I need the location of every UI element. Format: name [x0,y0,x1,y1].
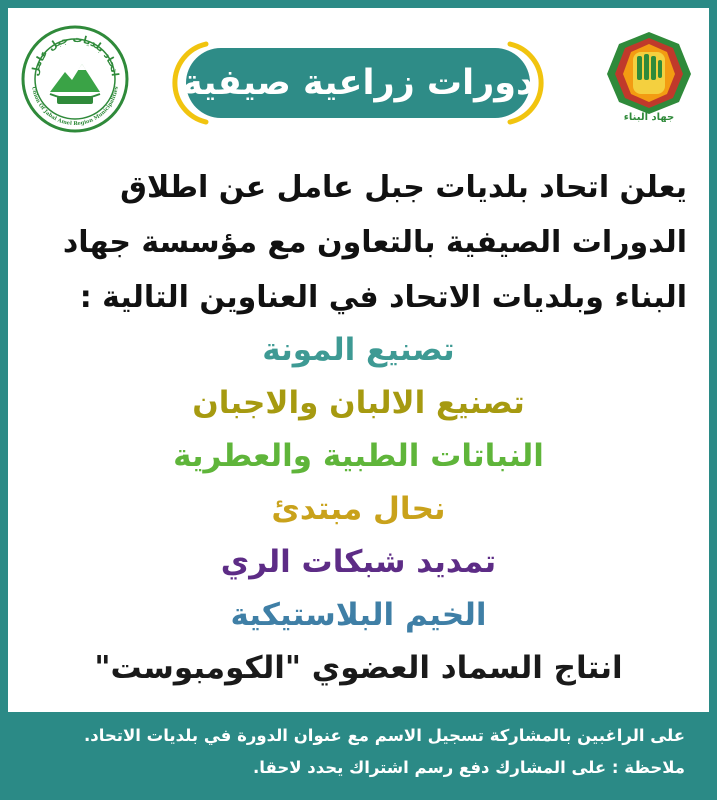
course-item: انتاج السماد العضوي "الكومبوست" [94,650,623,686]
footer-registration-note: على الراغبين بالمشاركة تسجيل الاسم مع عنوان الدورة في بلديات الاتحاد. [83,726,685,745]
title-banner [158,36,558,130]
intro-line-1: يعلن اتحاد بلديات جبل عامل عن اطلاق [120,170,687,205]
course-item: تمديد شبكات الري [220,544,497,580]
logo-left-english-text: Union Of Jabal Amel Region Municipalities [30,85,120,128]
footer-note [0,712,717,800]
course-item: تصنيع الالبان والاجبان [192,385,525,421]
page-title: دورات زراعية صيفية [182,63,534,103]
course-item: الخيم البلاستيكية [230,597,487,633]
logo-right-text: جهاد البناء [623,112,675,122]
course-item: نحال مبتدئ [271,491,446,527]
logo-left-arabic-text: اتحاد بلديات جبل عامل [29,33,120,78]
footer-fee-note: ملاحظة : على المشارك دفع رسم اشتراك يحدد لاحقا. [253,758,685,777]
courses-list [0,324,717,695]
announcement-text [27,160,687,325]
course-item: تصنيع المونة [262,332,455,368]
intro-line-2: الدورات الصيفية بالتعاون مع مؤسسة جهاد [62,225,687,260]
intro-line-3: البناء وبلديات الاتحاد في العناوين التالية : [79,280,687,315]
title-pill [182,48,534,118]
jabal-amel-union-logo-icon [20,24,130,134]
course-item: النباتات الطبية والعطرية [173,438,544,474]
jihad-al-binaa-logo-icon [603,30,695,122]
